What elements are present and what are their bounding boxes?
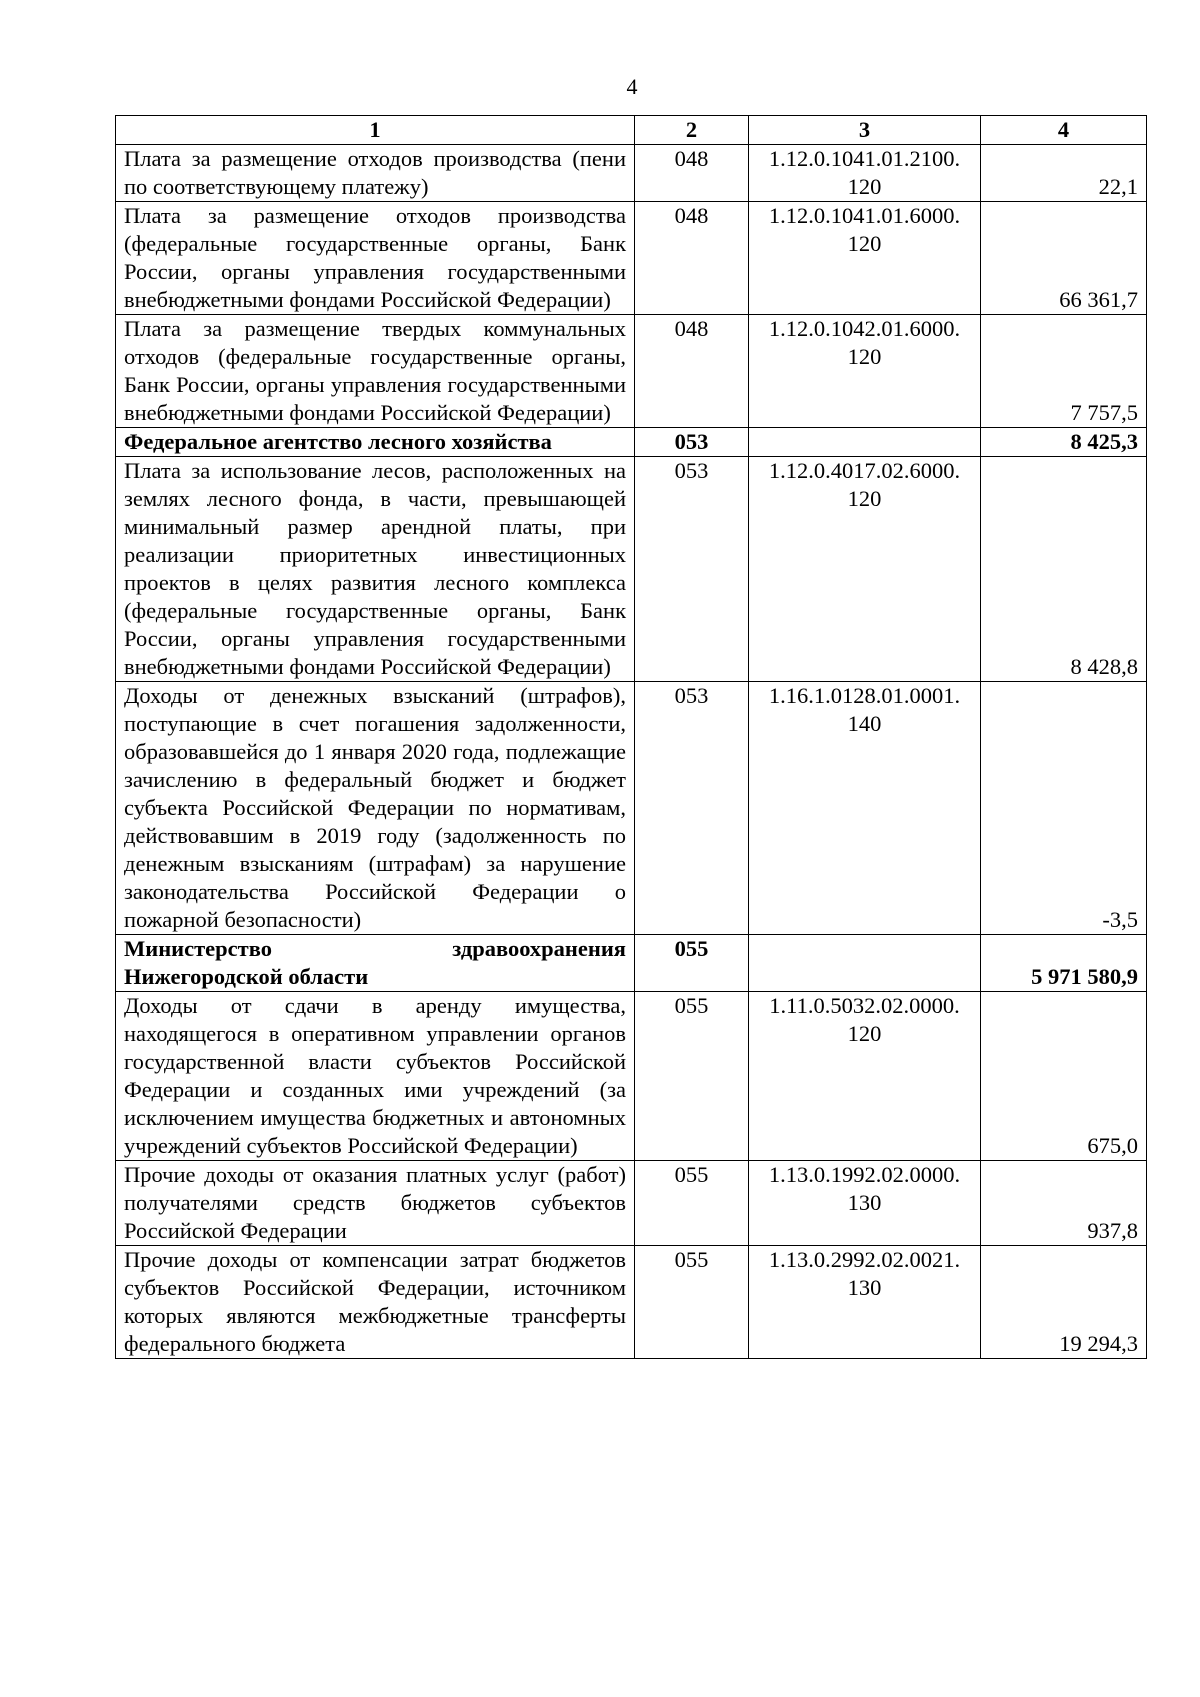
row-description: Прочие доходы от компенсации затрат бюджетов субъектов Российской Федерации, источником которых являются межбюджетные трансферты федерального бюджета bbox=[116, 1246, 635, 1359]
table-row bbox=[116, 682, 1147, 935]
row-description: Плата за использование лесов, расположенных на землях лесного фонда, в части, превышающей минимальный размер арендной платы, при реализации приоритетных инвестиционных проектов в целях развития лесного комплекса (федеральные государственные органы, Банк России, органы управления государственными внебюджетными фондами Российской Федерации) bbox=[116, 457, 635, 682]
row-amount: 7 757,5 bbox=[981, 315, 1147, 428]
row-budget-code bbox=[749, 1246, 981, 1359]
row-budget-code bbox=[749, 457, 981, 682]
table-row bbox=[116, 145, 1147, 202]
row-admin-code: 055 bbox=[635, 992, 749, 1161]
budget-code-line: 1.12.0.4017.02.6000. bbox=[768, 458, 961, 483]
row-budget-code bbox=[749, 992, 981, 1161]
column-header: 1 bbox=[116, 116, 635, 145]
table-header-row bbox=[116, 116, 1147, 145]
group-title-word: здравоохранения bbox=[452, 936, 626, 961]
table-group-row bbox=[116, 935, 1147, 992]
row-budget-code bbox=[749, 428, 981, 457]
group-title-line bbox=[124, 935, 626, 963]
row-amount: 675,0 bbox=[981, 992, 1147, 1161]
row-amount: 19 294,3 bbox=[981, 1246, 1147, 1359]
row-admin-code: 055 bbox=[635, 935, 749, 992]
row-description: Плата за размещение отходов производства (федеральные государственные органы, Банк России, органы управления государственными внебюджетными фондами Российской Федерации) bbox=[116, 202, 635, 315]
row-admin-code: 048 bbox=[635, 315, 749, 428]
budget-code-line: 120 bbox=[847, 174, 882, 199]
row-admin-code: 053 bbox=[635, 457, 749, 682]
row-budget-code bbox=[749, 1161, 981, 1246]
group-title-word: Министерство bbox=[124, 936, 272, 961]
revenue-table bbox=[115, 115, 1147, 1359]
table-row bbox=[116, 1246, 1147, 1359]
table-row bbox=[116, 1161, 1147, 1246]
budget-code-line: 120 bbox=[847, 486, 882, 511]
row-budget-code bbox=[749, 935, 981, 992]
budget-code-line: 1.12.0.1041.01.2100. bbox=[768, 146, 961, 171]
budget-code-line: 1.12.0.1041.01.6000. bbox=[768, 203, 961, 228]
row-amount: -3,5 bbox=[981, 682, 1147, 935]
row-amount: 937,8 bbox=[981, 1161, 1147, 1246]
table-row bbox=[116, 315, 1147, 428]
row-amount: 22,1 bbox=[981, 145, 1147, 202]
column-header: 3 bbox=[749, 116, 981, 145]
budget-code-line: 1.13.0.2992.02.0021. bbox=[768, 1247, 961, 1272]
budget-code-line: 120 bbox=[847, 1021, 882, 1046]
budget-code-line: 1.13.0.1992.02.0000. bbox=[768, 1162, 961, 1187]
row-description: Прочие доходы от оказания платных услуг (работ) получателями средств бюджетов субъектов Российской Федерации bbox=[116, 1161, 635, 1246]
budget-code-line: 1.11.0.5032.02.0000. bbox=[769, 993, 960, 1018]
row-admin-code: 048 bbox=[635, 202, 749, 315]
budget-code-line: 1.16.1.0128.01.0001. bbox=[768, 683, 961, 708]
budget-code-line: 1.12.0.1042.01.6000. bbox=[768, 316, 961, 341]
row-amount: 8 428,8 bbox=[981, 457, 1147, 682]
budget-code-line: 120 bbox=[847, 231, 882, 256]
budget-code-line: 130 bbox=[847, 1190, 882, 1215]
table-row bbox=[116, 202, 1147, 315]
column-header: 4 bbox=[981, 116, 1147, 145]
row-admin-code: 053 bbox=[635, 682, 749, 935]
row-description: Доходы от сдачи в аренду имущества, находящегося в оперативном управлении органов государственной власти субъектов Российской Федерации и созданных ими учреждений (за исключением имущества бюджетных и автономных учреждений субъектов Российской Федерации) bbox=[116, 992, 635, 1161]
row-admin-code: 053 bbox=[635, 428, 749, 457]
budget-code-line: 130 bbox=[847, 1275, 882, 1300]
row-budget-code bbox=[749, 145, 981, 202]
row-amount: 66 361,7 bbox=[981, 202, 1147, 315]
budget-code-line: 140 bbox=[847, 711, 882, 736]
page-number: 4 bbox=[626, 74, 638, 99]
row-description: Доходы от денежных взысканий (штрафов), поступающие в счет погашения задолженности, образовавшейся до 1 января 2020 года, подлежащие зачислению в федеральный бюджет и бюджет субъекта Российской Федерации по нормативам, действовавшим в 2019 году (задолженность по денежным взысканиям (штрафам) за нарушение законодательства Российской Федерации о пожарной безопасности) bbox=[116, 682, 635, 935]
row-budget-code bbox=[749, 682, 981, 935]
group-total-amount: 8 425,3 bbox=[981, 428, 1147, 457]
group-title: Федеральное агентство лесного хозяйства bbox=[116, 428, 635, 457]
group-title-line: Нижегородской области bbox=[124, 964, 369, 989]
column-header: 2 bbox=[635, 116, 749, 145]
row-budget-code bbox=[749, 315, 981, 428]
row-admin-code: 048 bbox=[635, 145, 749, 202]
table-group-row bbox=[116, 428, 1147, 457]
row-budget-code bbox=[749, 202, 981, 315]
group-title bbox=[116, 935, 635, 992]
row-description: Плата за размещение отходов производства (пени по соответствующему платежу) bbox=[116, 145, 635, 202]
row-description: Плата за размещение твердых коммунальных отходов (федеральные государственные органы, Банк России, органы управления государственными внебюджетными фондами Российской Федерации) bbox=[116, 315, 635, 428]
budget-code-line: 120 bbox=[847, 344, 882, 369]
group-total-amount: 5 971 580,9 bbox=[981, 935, 1147, 992]
row-admin-code: 055 bbox=[635, 1246, 749, 1359]
table-row bbox=[116, 457, 1147, 682]
row-admin-code: 055 bbox=[635, 1161, 749, 1246]
table-row bbox=[116, 992, 1147, 1161]
